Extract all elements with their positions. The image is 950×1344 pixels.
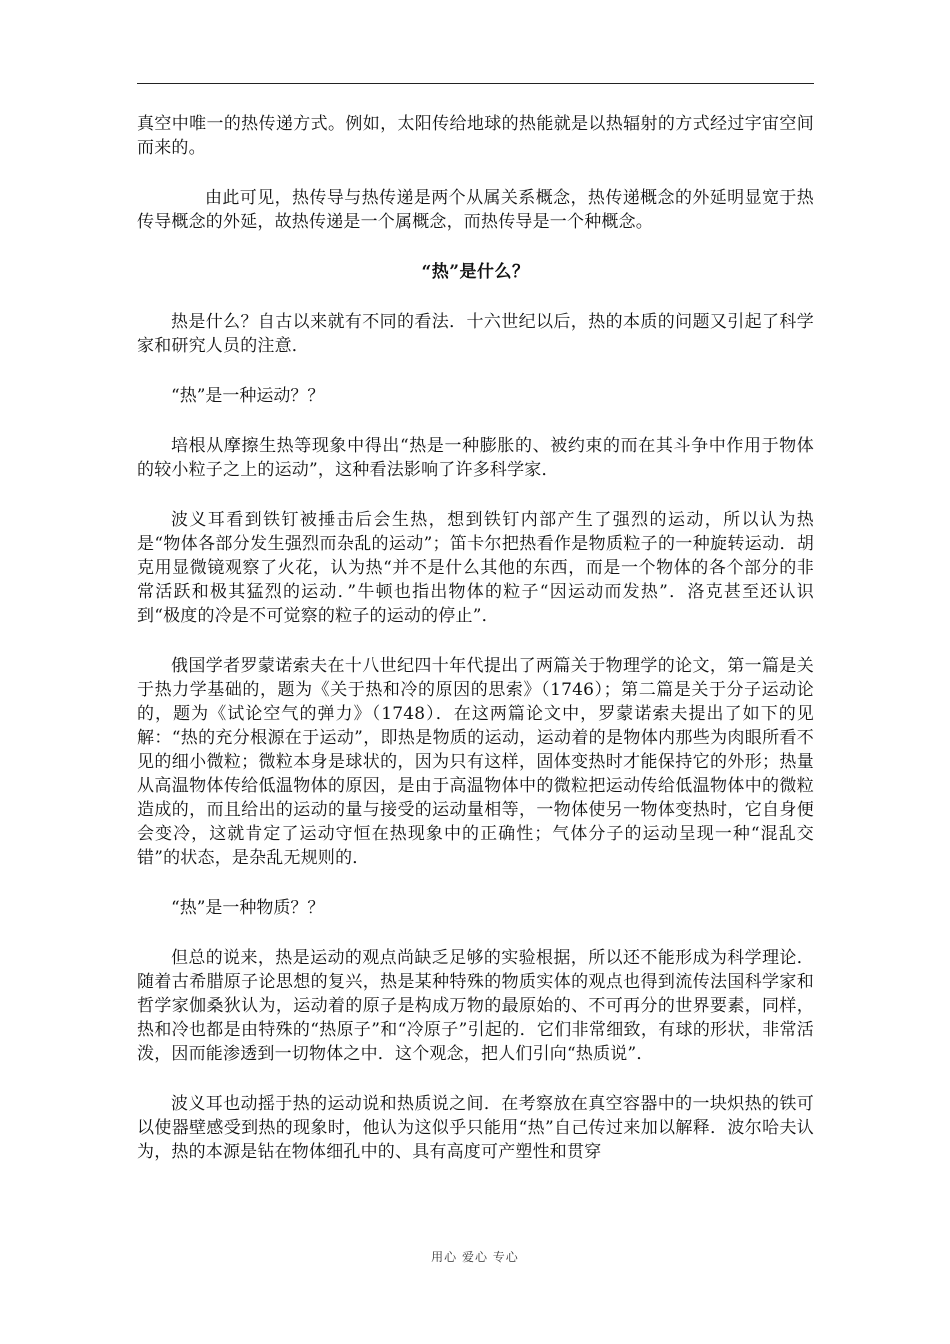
section-title: “热”是什么？ bbox=[421, 262, 530, 282]
subheading: “热”是一种物质？？ bbox=[171, 898, 325, 918]
paragraph: 波义耳看到铁钉被捶击后会生热，想到铁钉内部产生了强烈的运动，所以认为热是“物体各部分发生强烈而杂乱的运动”；笛卡尔把热看作是物质粒子的一种旋转运动．胡克用显微镜观察了火花，认为热“并不是什么其他的东西，而是一个物体的各个部分的非常活跃和极其猛烈的运动．”牛顿也指出物体的粒子“因运动而发热”．洛克甚至还认识到“极度的冷是不可觉察的粒子的运动的停止”． bbox=[137, 510, 814, 626]
paragraph: 培根从摩擦生热等现象中得出“热是一种膨胀的、被约束的而在其斗争中作用于物体的较小粒子之上的运动”，这种看法影响了许多科学家． bbox=[137, 436, 814, 480]
document-body bbox=[137, 112, 814, 1190]
subheading: “热”是一种运动？？ bbox=[171, 386, 325, 406]
paragraph: 波义耳也动摇于热的运动说和热质说之间．在考察放在真空容器中的一块炽热的铁可以使器壁感受到热的现象时，他认为这似乎只能用“热”自己传过来加以解释．波尔哈夫认为，热的本源是钻在物体细孔中的、具有高度可产塑性和贯穿 bbox=[137, 1094, 814, 1162]
paragraph: 真空中唯一的热传递方式。例如，太阳传给地球的热能就是以热辐射的方式经过宇宙空间而来的。 bbox=[137, 114, 814, 158]
paragraph: 由此可见，热传导与热传递是两个从属关系概念，热传递概念的外延明显宽于热传导概念的外延，故热传递是一个属概念，而热传导是一个种概念。 bbox=[137, 188, 814, 232]
paragraph: 但总的说来，热是运动的观点尚缺乏足够的实验根据，所以还不能形成为科学理论．随着古希腊原子论思想的复兴，热是某种特殊的物质实体的观点也得到流传法国科学家和哲学家伽桑狄认为，运动着的原子是构成万物的最原始的、不可再分的世界要素，同样，热和冷也都是由特殊的“热原子”和“冷原子”引起的．它们非常细致，有球的形状，非常活泼，因而能渗透到一切物体之中．这个观念，把人们引向“热质说”． bbox=[137, 948, 814, 1064]
paragraph: 俄国学者罗蒙诺索夫在十八世纪四十年代提出了两篇关于物理学的论文，第一篇是关于热力学基础的，题为《关于热和冷的原因的思索》（1746）；第二篇是关于分子运动论的，题为《试论空气的弹力》（1748）．在这两篇论文中，罗蒙诺索夫提出了如下的见解：“热的充分根源在于运动”，即热是物质的运动，运动着的是物体内那些为肉眼所看不见的细小微粒；微粒本身是球状的，因为只有这样，固体变热时才能保持它的外形；热量从高温物体传给低温物体的原因，是由于高温物体中的微粒把运动传给低温物体中的微粒造成的，而且给出的运动的量与接受的运动量相等，一物体使另一物体变热时，它自身便会变冷，这就肯定了运动守恒在热现象中的正确性；气体分子的运动呈现一种“混乱交错”的状态，是杂乱无规则的． bbox=[137, 656, 814, 868]
paragraph: 热是什么？自古以来就有不同的看法．十六世纪以后，热的本质的问题又引起了科学家和研究人员的注意． bbox=[137, 312, 814, 356]
header-rule bbox=[137, 83, 814, 84]
page-footer: 用心 爱心 专心 bbox=[431, 1250, 519, 1264]
